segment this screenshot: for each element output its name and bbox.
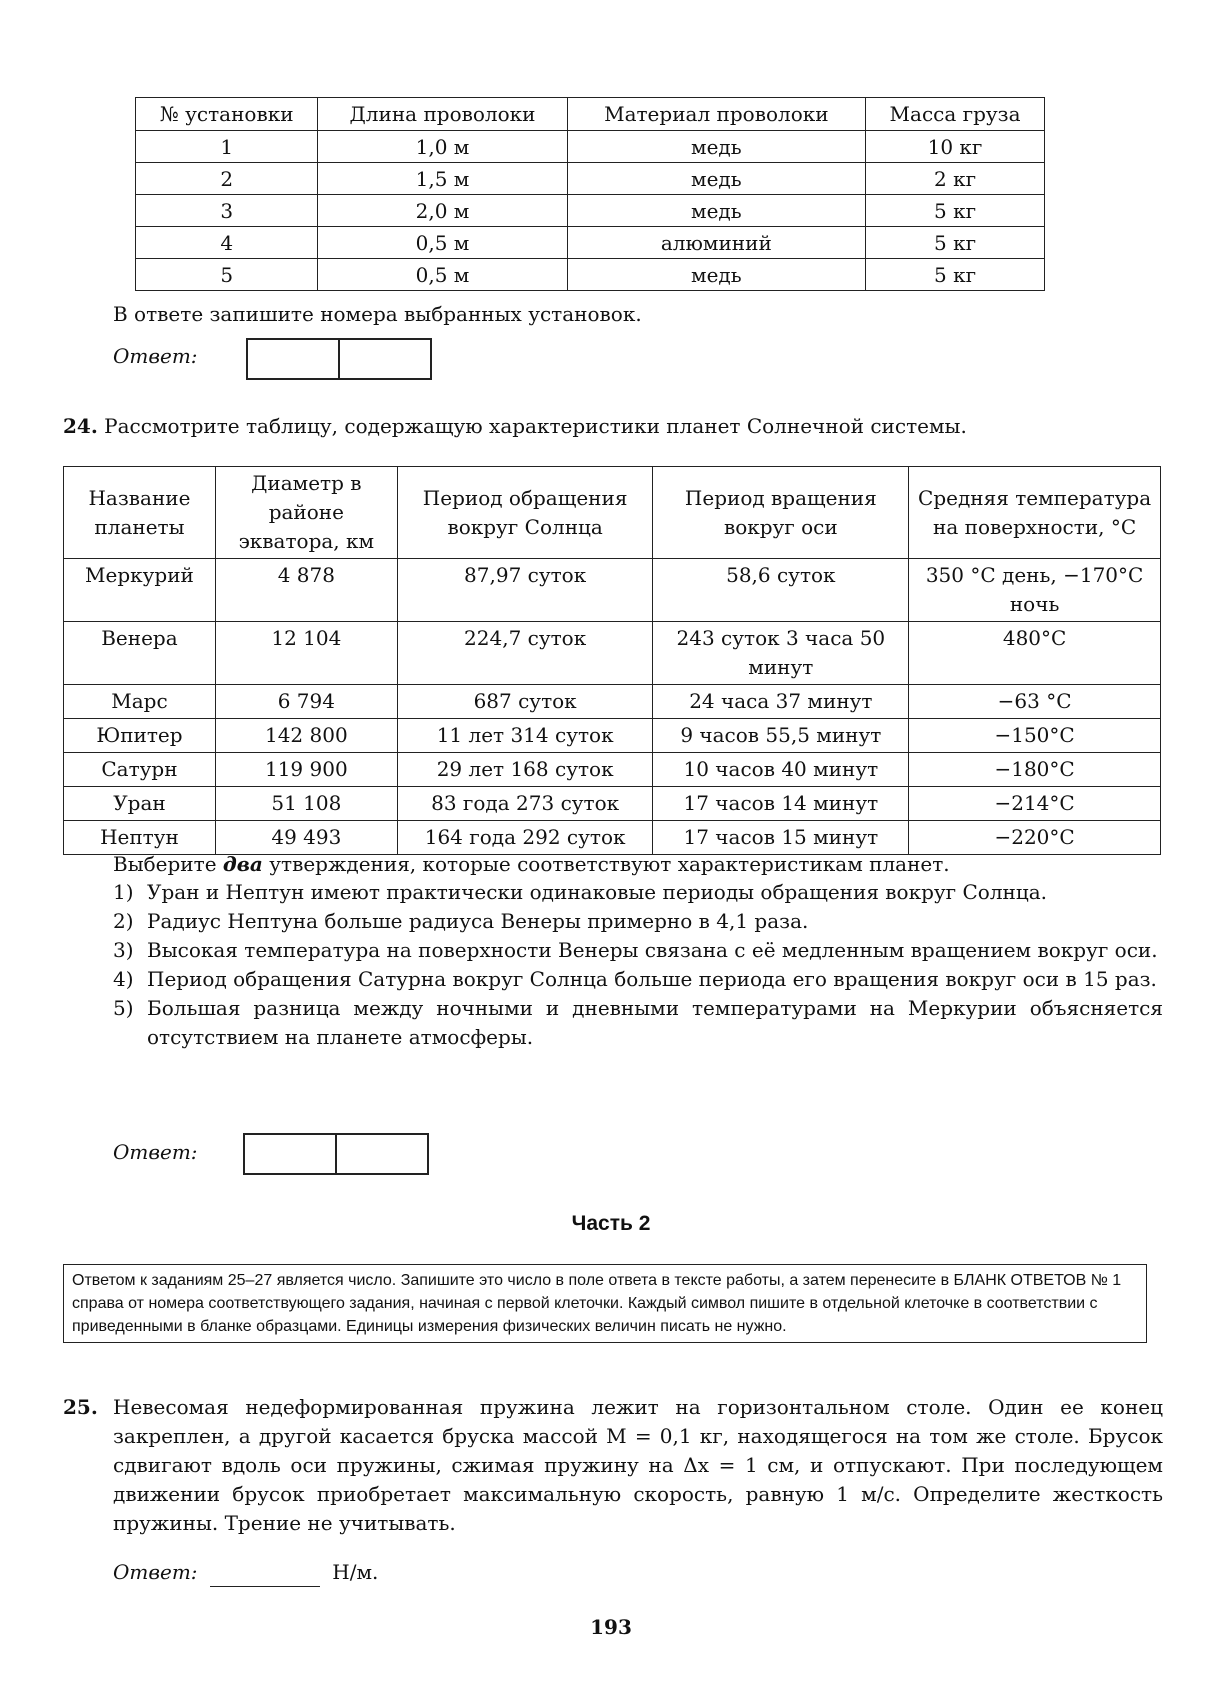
table-cell: 142 800 <box>215 719 397 753</box>
option-item <box>113 907 1163 936</box>
table-cell: 350 °С день, −170°С ночь <box>909 559 1161 622</box>
table-cell: −63 °С <box>909 685 1161 719</box>
table-header: Масса груза <box>866 98 1045 131</box>
answer-input-q25[interactable] <box>210 1566 320 1587</box>
table-header: Период обращения вокруг Солнца <box>397 467 653 559</box>
table-cell: Нептун <box>64 821 216 855</box>
table-cell: 4 878 <box>215 559 397 622</box>
table-cell: 2,0 м <box>318 195 567 227</box>
table-cell: 3 <box>136 195 318 227</box>
question-number: 24. <box>63 414 98 438</box>
table-cell: 224,7 суток <box>397 622 653 685</box>
option-text: Высокая температура на поверхности Венеры связана с её медленным вращением вокруг оси. <box>147 938 1158 962</box>
table-cell: −180°С <box>909 753 1161 787</box>
options-list <box>113 878 1163 1052</box>
table-row <box>136 163 1045 195</box>
option-item <box>113 936 1163 965</box>
option-item <box>113 878 1163 907</box>
option-number: 2) <box>113 909 134 933</box>
option-number: 5) <box>113 996 134 1020</box>
answer-label: Ответ: <box>113 1560 198 1584</box>
answer-cell[interactable] <box>338 340 430 378</box>
table-header: Период вращения вокруг оси <box>653 467 909 559</box>
table-header: Диаметр в районе экватора, км <box>215 467 397 559</box>
table-header: Материал проволоки <box>567 98 865 131</box>
table-cell: −220°С <box>909 821 1161 855</box>
table-header: Название планеты <box>64 467 216 559</box>
table-cell: 49 493 <box>215 821 397 855</box>
option-number: 3) <box>113 938 134 962</box>
table-cell: медь <box>567 131 865 163</box>
table-cell: 2 <box>136 163 318 195</box>
emphasis-two: два <box>222 852 263 876</box>
table-cell: Уран <box>64 787 216 821</box>
select-instruction: Выберите два утверждения, которые соответствуют характеристикам планет. <box>113 852 950 876</box>
page-number: 193 <box>590 1615 632 1639</box>
table-header-row <box>64 467 1161 559</box>
q25-answer-line <box>113 1558 378 1587</box>
option-number: 1) <box>113 880 134 904</box>
table-cell: 480°С <box>909 622 1161 685</box>
table-cell: 0,5 м <box>318 227 567 259</box>
table-row <box>64 753 1161 787</box>
table-cell: −150°С <box>909 719 1161 753</box>
table-header: № установки <box>136 98 318 131</box>
answer-cell[interactable] <box>248 340 338 378</box>
table-cell: 687 суток <box>397 685 653 719</box>
q24-prompt <box>63 412 967 441</box>
table-cell: 1,0 м <box>318 131 567 163</box>
table-row <box>64 622 1161 685</box>
answer-cell[interactable] <box>245 1135 335 1173</box>
table-cell: Меркурий <box>64 559 216 622</box>
table-cell: 4 <box>136 227 318 259</box>
table-cell: 119 900 <box>215 753 397 787</box>
table-cell: 24 часа 37 минут <box>653 685 909 719</box>
setups-table <box>135 97 1045 291</box>
table-cell: медь <box>567 195 865 227</box>
table-cell: 5 кг <box>866 259 1045 291</box>
table-cell: 10 кг <box>866 131 1045 163</box>
table-cell: 164 года 292 суток <box>397 821 653 855</box>
table-cell: 17 часов 14 минут <box>653 787 909 821</box>
table-cell: медь <box>567 259 865 291</box>
table-row <box>64 559 1161 622</box>
table-row <box>64 685 1161 719</box>
table-cell: 87,97 суток <box>397 559 653 622</box>
table-cell: Юпитер <box>64 719 216 753</box>
table-cell: 29 лет 168 суток <box>397 753 653 787</box>
q25 <box>63 1393 1163 1538</box>
table-cell: 12 104 <box>215 622 397 685</box>
question-text: Рассмотрите таблицу, содержащую характеристики планет Солнечной системы. <box>104 414 967 438</box>
option-text: Большая разница между ночными и дневными температурами на Меркурии объясняется отсутствием на планете атмосферы. <box>147 996 1163 1049</box>
answer-label: Ответ: <box>113 344 198 368</box>
table-row <box>136 227 1045 259</box>
question-text: Невесомая недеформированная пружина лежит на горизонтальном столе. Один ее конец закреплен, а другой касается бруска массой M = 0,1 кг, находящегося на том же столе. Брусок сдвигают вдоль оси пружины, сжимая пружину на Δx = 1 см, и отпускают. При последующем движении брусок приобретает максимальную скорость, равную 1 м/с. Определите жесткость пружины. Трение не учитывать. <box>113 1395 1163 1535</box>
table-cell: 5 кг <box>866 195 1045 227</box>
planets-table <box>63 466 1161 855</box>
table-cell: медь <box>567 163 865 195</box>
table-row <box>64 719 1161 753</box>
option-item <box>113 965 1163 994</box>
table-cell: 51 108 <box>215 787 397 821</box>
option-number: 4) <box>113 967 134 991</box>
table-cell: 10 часов 40 минут <box>653 753 909 787</box>
table-cell: алюминий <box>567 227 865 259</box>
table-cell: 5 <box>136 259 318 291</box>
table-cell: Марс <box>64 685 216 719</box>
answer-cell[interactable] <box>335 1135 427 1173</box>
table-row <box>64 787 1161 821</box>
table-cell: 0,5 м <box>318 259 567 291</box>
table-cell: 2 кг <box>866 163 1045 195</box>
answer-unit: Н/м. <box>332 1560 379 1584</box>
table-cell: 11 лет 314 суток <box>397 719 653 753</box>
answer-box-q23[interactable] <box>246 338 432 380</box>
table-cell: 6 794 <box>215 685 397 719</box>
option-text: Уран и Нептун имеют практически одинаковые периоды обращения вокруг Солнца. <box>147 880 1048 904</box>
table-header-row <box>136 98 1045 131</box>
question-number: 25. <box>63 1395 98 1419</box>
q23-instruction: В ответе запишите номера выбранных установок. <box>113 302 642 326</box>
table-cell: Венера <box>64 622 216 685</box>
option-text: Период обращения Сатурна вокруг Солнца больше периода его вращения вокруг оси в 15 раз. <box>147 967 1157 991</box>
table-header: Средняя температура на поверхности, °С <box>909 467 1161 559</box>
table-cell: 58,6 суток <box>653 559 909 622</box>
table-cell: 1,5 м <box>318 163 567 195</box>
table-cell: 9 часов 55,5 минут <box>653 719 909 753</box>
option-text: Радиус Нептуна больше радиуса Венеры примерно в 4,1 раза. <box>147 909 809 933</box>
table-cell: 83 года 273 суток <box>397 787 653 821</box>
table-cell: 243 суток 3 часа 50 минут <box>653 622 909 685</box>
answer-label: Ответ: <box>113 1140 198 1164</box>
table-cell: 17 часов 15 минут <box>653 821 909 855</box>
table-cell: 5 кг <box>866 227 1045 259</box>
table-cell: −214°С <box>909 787 1161 821</box>
table-cell: 1 <box>136 131 318 163</box>
part2-notice: Ответом к заданиям 25–27 является число. Запишите это число в поле ответа в тексте работы, а затем перенесите в БЛАНК ОТВЕТОВ № 1 справа от номера соответствующего задания, начиная с первой клеточки. Каждый символ пишите в отдельной клеточке в соответствии с приведенными в бланке образцами. Единицы измерения физических величин писать не нужно. <box>63 1264 1147 1343</box>
answer-box-q24[interactable] <box>243 1133 429 1175</box>
table-header: Длина проволоки <box>318 98 567 131</box>
table-row <box>136 131 1045 163</box>
part2-title: Часть 2 <box>571 1212 651 1235</box>
table-row <box>136 259 1045 291</box>
option-item <box>113 994 1163 1052</box>
table-row <box>136 195 1045 227</box>
table-cell: Сатурн <box>64 753 216 787</box>
